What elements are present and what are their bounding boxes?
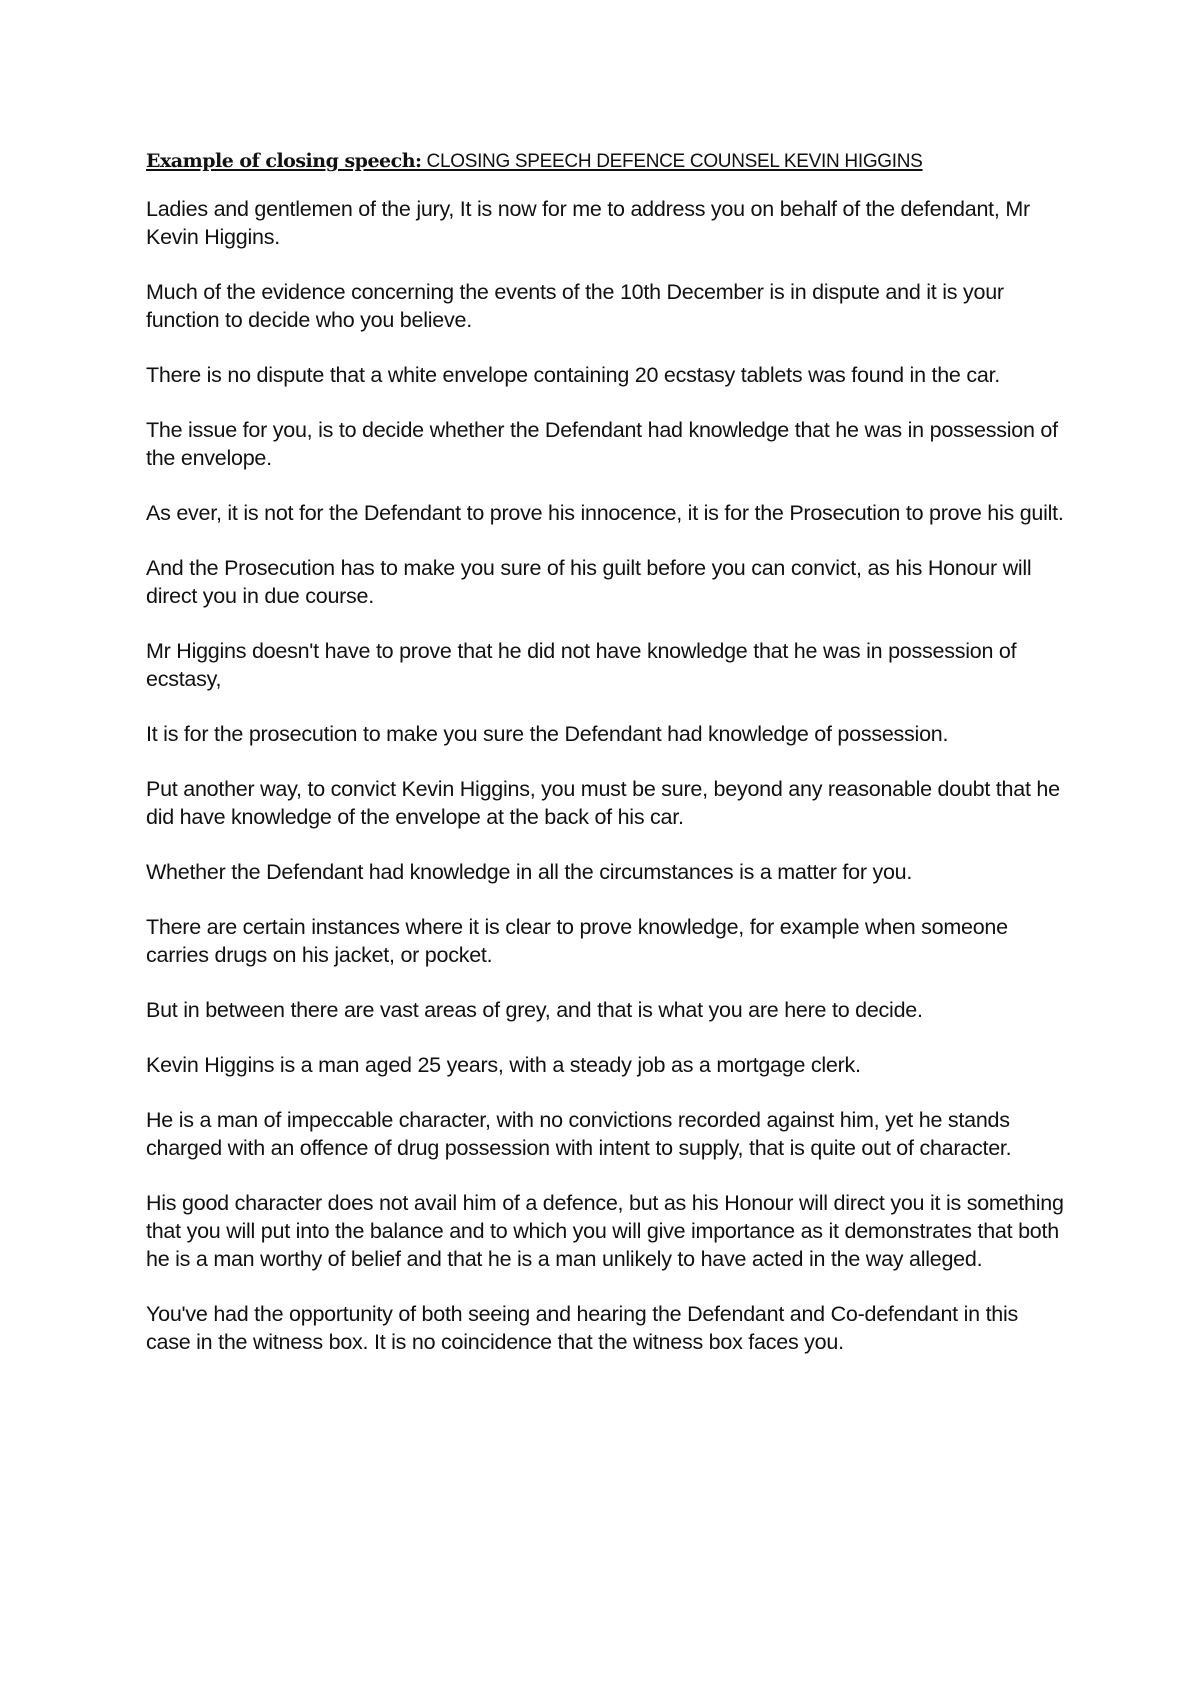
paragraph: And the Prosecution has to make you sure of his guilt before you can convict, as his Honour will direct you in due course. [146,556,1032,608]
paragraph: There are certain instances where it is clear to prove knowledge, for example when someone carries drugs on his jacket, or pocket. [146,915,1008,967]
heading-lead: Example of closing speech: [146,150,422,172]
paragraph: But in between there are vast areas of grey, and that is what you are here to decide. [146,998,923,1022]
paragraph: He is a man of impeccable character, with no convictions recorded against him, yet he stands charged with an offence of drug possession with intent to supply, that is quite out of character. [146,1108,1012,1160]
paragraph: Put another way, to convict Kevin Higgins, you must be sure, beyond any reasonable doubt that he did have knowledge of the envelope at the back of his car. [146,777,1060,829]
document-heading [146,148,1066,175]
paragraph: It is for the prosecution to make you sure the Defendant had knowledge of possession. [146,722,949,746]
paragraph: You've had the opportunity of both seeing and hearing the Defendant and Co-defendant in this case in the witness box. It is no coincidence that the witness box faces you. [146,1302,1019,1354]
paragraph: His good character does not avail him of a defence, but as his Honour will direct you it is something that you will put into the balance and to which you will give importance as it demonstrates that both he is a man worthy of belief and that he is a man unlikely to have acted in the way alleged. [146,1191,1064,1271]
paragraph: Much of the evidence concerning the events of the 10th December is in dispute and it is your function to decide who you believe. [146,280,1004,332]
paragraph: As ever, it is not for the Defendant to prove his innocence, it is for the Prosecution to prove his guilt. [146,501,1064,525]
paragraph: The issue for you, is to decide whether the Defendant had knowledge that he was in possession of the envelope. [146,418,1058,470]
heading-title: CLOSING SPEECH DEFENCE COUNSEL KEVIN HIGGINS [421,151,923,172]
paragraph: Kevin Higgins is a man aged 25 years, with a steady job as a mortgage clerk. [146,1053,861,1077]
document-body [146,148,1066,1383]
paragraph: Whether the Defendant had knowledge in all the circumstances is a matter for you. [146,860,913,884]
paragraph: Ladies and gentlemen of the jury, It is now for me to address you on behalf of the defendant, Mr Kevin Higgins. [146,197,1030,249]
paragraph: There is no dispute that a white envelope containing 20 ecstasy tablets was found in the car. [146,363,1001,387]
paragraph: Mr Higgins doesn't have to prove that he did not have knowledge that he was in possession of ecstasy, [146,639,1017,691]
